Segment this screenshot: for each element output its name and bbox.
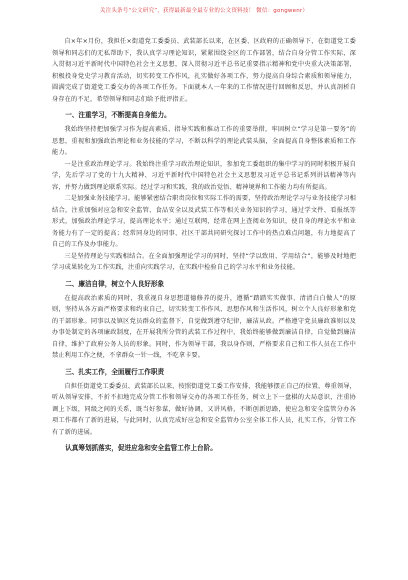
section-heading-integrity: 二、廉洁自律，树立个人良好形象	[65, 279, 165, 288]
document-page	[52, 36, 356, 457]
section-heading-study: 一、注重学习，不断提高自身能力。	[65, 111, 171, 119]
section-heading-duty: 三、扎实工作，全面履行工作职责	[65, 367, 165, 376]
integrity-paragraph: 在提高政治素质的同时，我重视自身思想道德修养的提升，遵循“踏踏实实做事、清清白白做人”的原则，坚持从各方面严格要求和约束自己，切实转变工作作风、思想作风和生活作风，树立个人良好形象和党的干部形象。同事以及镇区党员群众的监督下，自觉做到遵守纪律，廉洁从政。严格遵守党员廉政准则以及办事处制定的各项廉政制度，在开展我所分管的武装工作过程中，我始终能够做到廉洁自律，自觉做到廉洁自律，维护了政府公务人员的形象。同时，作为领导干部，我以身作则，严格要求自己和工作人员在工作中禁止利用工作之便，不拿群众一针一线，不吃拿卡要。	[52, 294, 356, 359]
intro-paragraph: 自×年×月份，我担任×街道党工委委员、武装部长以来，在区委、区政府的正确领导下，在街道党工委领导和同志们的无私帮助下，我认真学习理论知识，紧紧围绕全区的工作部署，结合自身分管工作实际，深入贯彻习近平新时代中国特色社会主义思想，深入贯彻习近平总书记重要指示精神和党中央重大决策部署，积极投身党史学习教育活动，切实转变工作作风，扎实做好各项工作，努力提高自身综合素质和领导能力，圆满完成了街道党工委交办的各项工作任务。下面就本人一年来的工作情况进行回顾和反思，并认真剖析自身存在的不足，希望领导和同志们给予批评指正。	[52, 38, 356, 103]
section-heading-closing: 认真筹划抓落实，促进应急和安全监管工作上台阶。	[65, 444, 217, 452]
study-paragraph-3: 二是加强业务技能学习。能够紧密结合职责岗位和实际工作的需要，坚持政治理论学习与业务技能学习相结合，注重加强对应急和安全监管、食品安全以及武装工作等相关业务知识的学习，通过学文件、看报纸等形式，加强政治理论学习，提高理论水平；通过互联网，经常在网上查阅业务知识，使自身的理论水平和业务能力有了一定的提高；经常同身边的同事、社区干部共同研究探讨工作中的热点难点问题，有力地提高了自己的工作及办事能力。	[52, 195, 356, 248]
header-banner[interactable]: 关注头条号“公文研究”，获得最新最全最专业的公文资料技！ 微信：gongwenr）	[99, 8, 309, 14]
study-paragraph-1: 我始终坚持把加强学习作为提高素质、指导实践和推动工作的重要举措，牢固树立“学习是第一要务”的思想，重视和加强政治理论和业务技能的学习，不断以科学的理论武装头脑，全面提高自身整体素质和工作能力。	[52, 126, 356, 156]
study-paragraph-2: 一是注重政治理论学习。我始终注重学习政治理论知识，参加党工委组织的集中学习的同时积极开展自学，先后学习了党的十九大精神、习近平新时代中国特色社会主义思想及习近平总书记系列讲话精神等内容，并努力做到理论联系实际。经过学习和实践，我的政治觉悟、精神境界和工作能力均有所提高。	[52, 160, 356, 191]
study-paragraph-4: 三是坚持理论与实践相结合。在全面加强理论学习的同时，坚持“学以致用、学用结合”，能够及时地把学习成果转化为工作实践，注重向实践学习，在实践中检验自己的学习水平和业务技能。	[52, 252, 356, 271]
duty-paragraph: 自担任街道党工委委员、武装部长以来，按照街道党工委工作安排，我能够摆正自己的位置，尊重领导，听从领导安排，不折不扣地完成分管工作和领导交办的各项工作任务，树立上下一盘棋的大局意识，注重协调上下级，同级之间的关系，既当好参谋，做好协调，又讲风格，不断创新思路，使应急和安全监管分办各项工作都有了新的进展，与此同时，认真完成好应急和安全监管办公室全体工作人员，扎实工作，分管工作有了新的进展。	[52, 382, 356, 436]
